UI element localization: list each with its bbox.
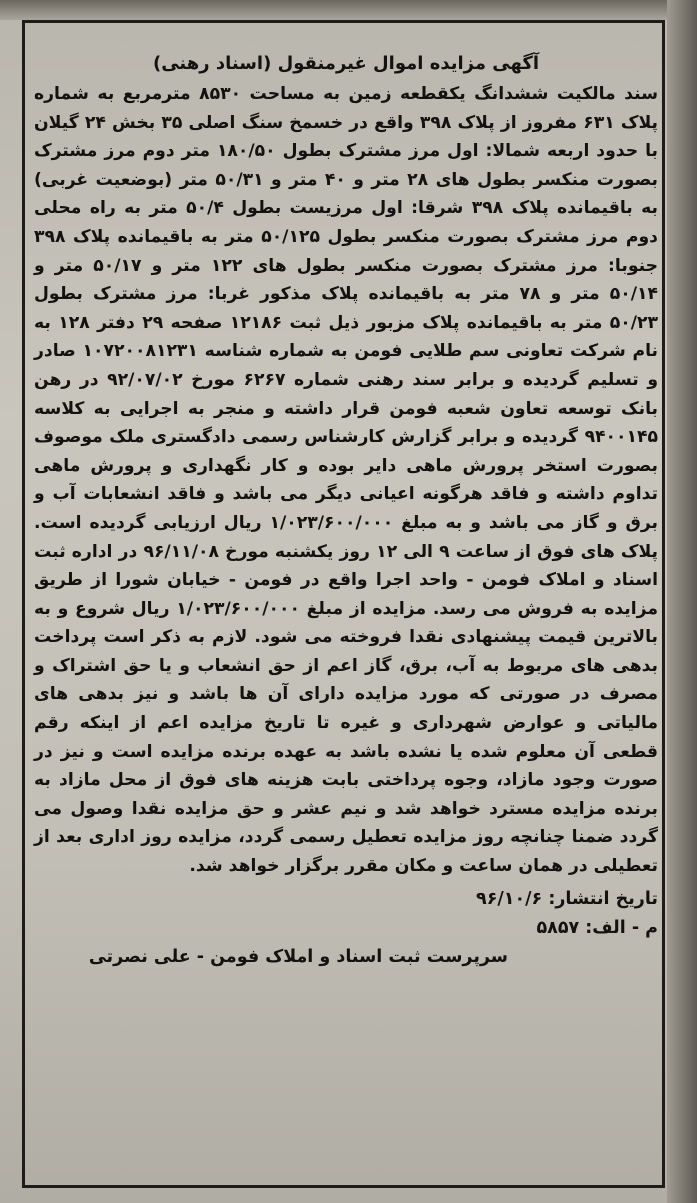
page-edge-top [0,0,697,20]
notice-body: سند مالکیت ششدانگ یکقطعه زمین به مساحت ۸۵۳۰ مترمربع به شماره پلاک ۶۳۱ مفروز از پلاک ۳۹۸ واقع در خسمخ سنگ اصلی ۳۵ بخش ۲۴ گیلان با حدود اربعه شمالا: اول مرز مشترک بطول ۱۸۰/۵۰ متر دوم مرز مشترک بصورت منکسر بطول های ۲۸ متر و ۴۰ متر و ۵۰/۳۱ متر (بوضعیت غربی) به باقیمانده پلاک ۳۹۸ شرقا: اول مرزیست بطول ۵۰/۴ متر به راه محلی دوم مرز مشترک بصورت منکسر بطول ۵۰/۱۲۵ متر به باقیمانده پلاک ۳۹۸ جنوبا: مرز مشترک بصورت منکسر بطول های ۱۲۲ متر و ۵۰/۱۷ متر و ۵۰/۱۴ متر و ۷۸ متر به باقیمانده پلاک مذکور غربا: مرز مشترک بطول ۵۰/۲۳ متر به باقیمانده پلاک مزبور ذیل ثبت ۱۲۱۸۶ صفحه ۲۹ دفتر ۱۲۸ به نام شرکت تعاونی سم طلایی فومن به شماره شناسه ۱۰۷۲۰۰۸۱۲۳۱ صادر و تسلیم گردیده و برابر سند رهنی شماره ۶۲۶۷ مورخ ۹۲/۰۷/۰۲ در رهن بانک توسعه تعاون شعبه فومن قرار داشته و منجر به اجرایی به کلاسه ۹۴۰۰۱۴۵ گردیده و برابر گزارش کارشناس رسمی دادگستری ملک موصوف بصورت استخر پرورش ماهی دایر بوده و کار نگهداری و پرورش ماهی تداوم داشته و فاقد هرگونه اعیانی دیگر می باشد و فاقد انشعابات آب و برق و گاز می باشد و به مبلغ ۱/۰۲۳/۶۰۰/۰۰۰ ریال ارزیابی گردیده است. پلاک های فوق از ساعت ۹ الی ۱۲ روز یکشنبه مورخ ۹۶/۱۱/۰۸ در اداره ثبت اسناد و املاک فومن - واحد اجرا واقع در فومن - خیابان شورا از طریق مزایده به فروش می رسد. مزایده از مبلغ ۱/۰۲۳/۶۰۰/۰۰۰ ریال شروع و به بالاترین قیمت پیشنهادی نقدا فروخته می شود. لازم به ذکر است پرداخت بدهی های مربوط به آب، برق، گاز اعم از حق انشعاب و یا حق اشتراک و مصرف در صورتی که مورد مزایده دارای آن ها باشد و نیز بدهی های مالیاتی و عوارض شهرداری و غیره تا تاریخ مزایده اعم از اینکه رقم قطعی آن معلوم شده یا نشده باشد به عهده برنده مزایده است و نیز در صورت وجود مازاد، وجوه پرداختی بابت هزینه های فوق از محل مازاد به برنده مزایده مسترد خواهد شد و نیم عشر و حق مزایده نقدا وصول می گردد ضمنا چنانچه روز مزایده تعطیل رسمی گردد، مزایده روز اداری بعد از تعطیلی در همان ساعت و مکان مقرر برگزار خواهد شد. [34,84,659,877]
publish-date: تاریخ انتشار: ۹۶/۱۰/۶ [476,888,658,909]
notice-title: آگهی مزایده اموال غیرمنقول (اسناد رهنی) [152,53,539,74]
page-edge-right [667,0,697,1203]
signature-line: سرپرست ثبت اسناد و املاک فومن - علی نصرتی [88,946,508,967]
notice-footer [34,885,658,972]
reference-code: م - الف: ۵۸۵۷ [536,917,658,938]
notice-content [34,50,658,972]
